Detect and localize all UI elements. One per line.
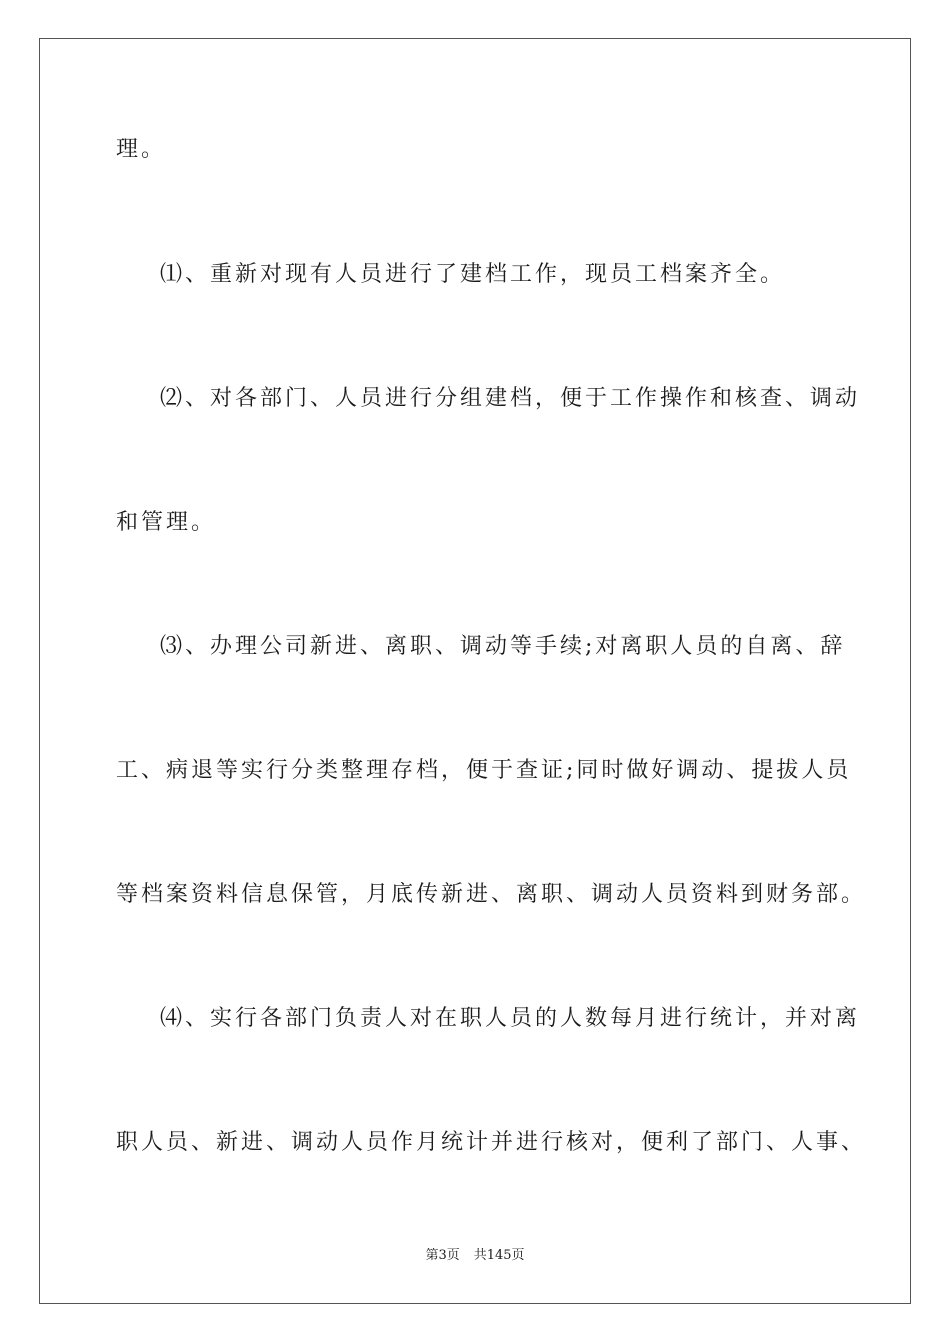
text-line-1: 理。 — [116, 137, 167, 162]
text-line-5: ⑶、办理公司新进、离职、调动等手续;对离职人员的自离、辞 — [160, 634, 846, 659]
page-border — [39, 38, 911, 1304]
text-line-8: ⑷、实行各部门负责人对在职人员的人数每月进行统计，并对离 — [160, 1006, 861, 1031]
page-footer — [0, 1248, 950, 1264]
text-line-6: 工、病退等实行分类整理存档，便于查证;同时做好调动、提拔人员 — [116, 758, 852, 783]
text-line-9: 职人员、新进、调动人员作月统计并进行核对，便利了部门、人事、 — [116, 1130, 867, 1155]
text-line-4: 和管理。 — [116, 510, 217, 535]
text-line-3: ⑵、对各部门、人员进行分组建档，便于工作操作和核查、调动 — [160, 386, 861, 411]
page-number: 第3页 — [425, 1248, 460, 1263]
text-line-7: 等档案资料信息保管，月底传新进、离职、调动人员资料到财务部。 — [116, 882, 867, 907]
page-total: 共145页 — [473, 1248, 525, 1263]
text-line-2: ⑴、重新对现有人员进行了建档工作，现员工档案齐全。 — [160, 262, 786, 287]
